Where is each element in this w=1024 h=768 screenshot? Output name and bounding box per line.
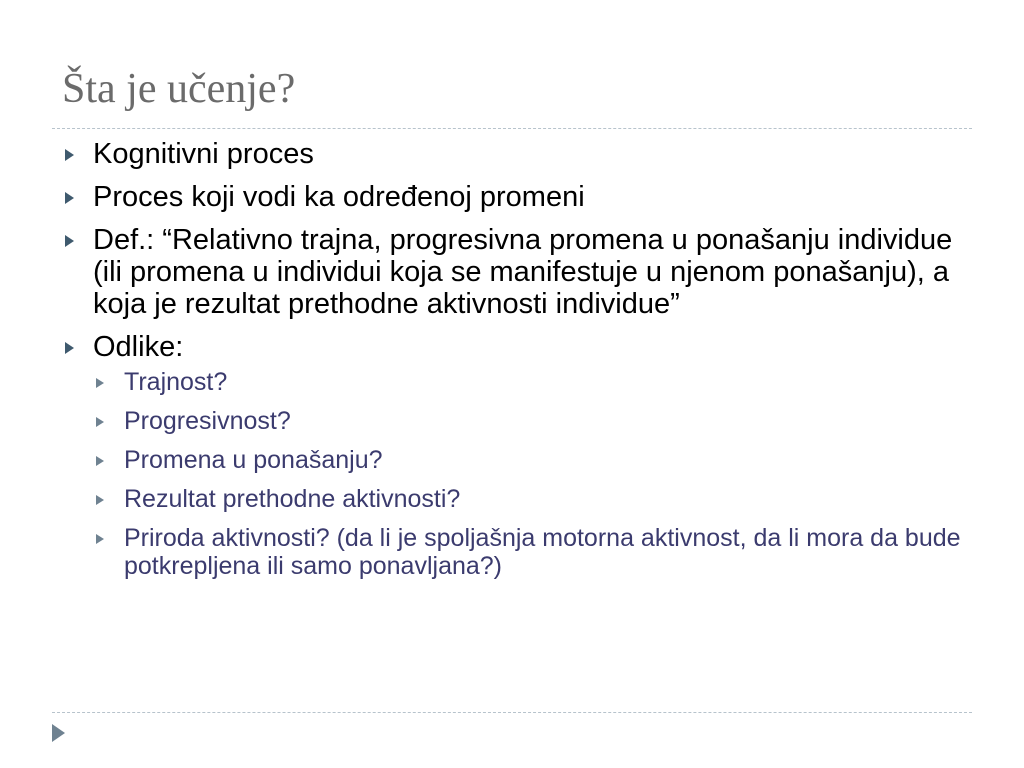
bottom-divider — [52, 712, 972, 713]
triangle-right-icon — [65, 149, 74, 161]
sub-bullet-text: Rezultat prethodne aktivnosti? — [124, 485, 461, 513]
bullet-text: Odlike: — [93, 331, 184, 363]
slide-title: Šta je učenje? — [62, 66, 296, 112]
bullet-item — [62, 181, 972, 213]
bullet-item — [62, 331, 972, 363]
sub-bullet-item — [62, 407, 972, 435]
triangle-right-icon — [96, 495, 104, 505]
sub-bullet-text: Promena u ponašanju? — [124, 446, 383, 474]
bullet-item — [62, 138, 972, 170]
slide-content — [62, 138, 972, 591]
triangle-right-icon — [96, 417, 104, 427]
triangle-right-icon — [65, 342, 74, 354]
sub-bullet-item — [62, 524, 972, 580]
bullet-item — [62, 224, 972, 320]
triangle-right-icon — [96, 378, 104, 388]
triangle-right-icon — [65, 235, 74, 247]
sub-bullet-text: Trajnost? — [124, 368, 228, 396]
sub-bullet-item — [62, 368, 972, 396]
sub-bullet-item — [62, 446, 972, 474]
triangle-right-icon — [65, 192, 74, 204]
bullet-text: Def.: “Relativno trajna, progresivna promena u ponašanju individue (ili promena u individui koja se manifestuje u njenom ponašanju), a koja je rezultat prethodne aktivnosti individue” — [93, 224, 953, 320]
triangle-right-icon — [96, 456, 104, 466]
sub-bullet-item — [62, 485, 972, 513]
play-triangle-icon[interactable] — [52, 724, 65, 742]
sub-bullet-text: Priroda aktivnosti? (da li je spoljašnja motorna aktivnost, da li mora da bude potkrepljena ili samo ponavljana?) — [124, 524, 961, 580]
sub-bullet-text: Progresivnost? — [124, 407, 291, 435]
top-divider — [52, 128, 972, 129]
triangle-right-icon — [96, 534, 104, 544]
bullet-text: Proces koji vodi ka određenoj promeni — [93, 181, 585, 213]
bullet-text: Kognitivni proces — [93, 138, 314, 170]
sub-bullet-list — [62, 368, 972, 580]
